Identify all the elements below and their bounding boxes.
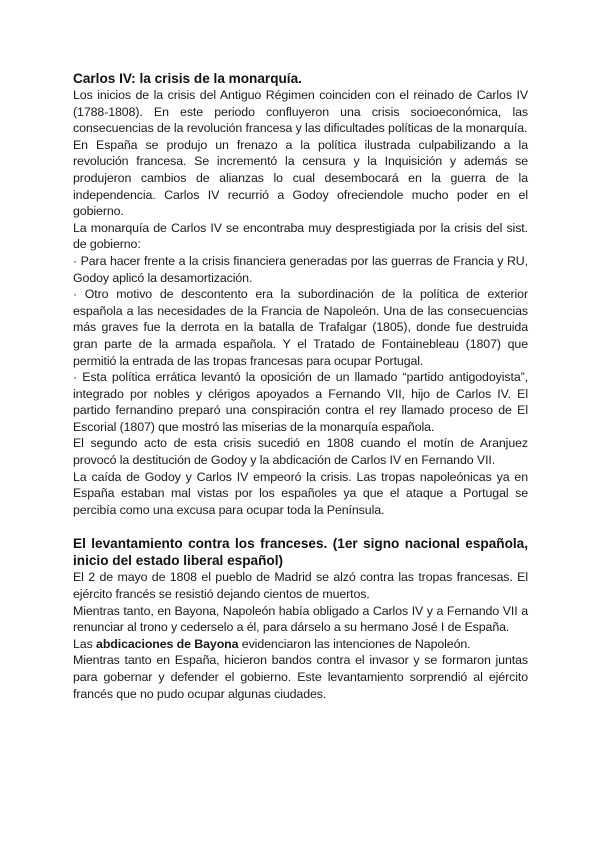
bayona-prefix: Las [73,636,97,651]
paragraph: La monarquía de Carlos IV se encontraba muy desprestigiada por la crisis del sist. de gobierno: [73,220,528,252]
paragraph: La caída de Godoy y Carlos IV empeoró la crisis. Las tropas napoleónicas ya en España estaban mal vistas por los españoles ya que el ataque a Portugal se percibía como una excusa para ocupar toda la Península. [73,469,528,517]
paragraph: Los inicios de la crisis del Antiguo Régimen coinciden con el reinado de Carlos IV (1788-1808). En este periodo confluyeron una crisis socioeconómica, las consecuencias de la revolución francesa y las dificultades políticas de la monarquía. [73,88,528,136]
paragraph: El segundo acto de esta crisis sucedió en 1808 cuando el motín de Aranjuez provocó la destitución de Godoy y la abdicación de Carlos IV en Fernando VII. [73,436,528,468]
bullet-paragraph: · Esta política errática levantó la oposición de un llamado “partido antigodoyista”, integrado por nobles y clérigos apoyados a Fernando VII, hijo de Carlos IV. El partido fernandino preparó una conspiración contra el rey llamado proceso de El Escorial (1807) que mostró las miserias de la monarquía española. [73,370,528,434]
paragraph: En España se produjo un frenazo a la política ilustrada culpabilizando a la revolución francesa. Se incrementó la censura y la Inquisición y además se produjeron cambios de alianzas lo cual desembocará en la guerra de la independencia. Carlos IV recurrió a Godoy ofreciendole mucho poder en el gobierno. [73,137,528,219]
paragraph-bayona [73,636,528,653]
bullet-paragraph: · Otro motivo de descontento era la subordinación de la política de exterior española a las necesidades de la Francia de Napoleón. Una de las consecuencias más graves fue la derrota en la batalla de Trafalgar (1805), donde fue destruida gran parte de la armada española. Y el Tratado de Fontainebleau (1807) que permitió la entrada de las tropas francesas para ocupar Portugal. [73,287,528,368]
bayona-bold-term: abdicaciones de Bayona [96,636,239,651]
paragraph: El 2 de mayo de 1808 el pueblo de Madrid se alzó contra las tropas francesas. El ejército francés se resistió dejando cientos de muertos. [73,570,528,602]
paragraph: Mientras tanto, en Bayona, Napoleón había obligado a Carlos IV y a Fernando VII a renunciar al trono y cederselo a él, para dárselo a su hermano José I de España. [73,603,528,635]
paragraph: Mientras tanto en España, hicieron bandos contra el invasor y se formaron juntas para gobernar y defender el gobierno. Este levantamiento sorprendió al ejército francés que no pudo ocupar algunas ciudades. [73,653,528,701]
bayona-suffix: evidenciaron las intenciones de Napoleón. [238,636,471,651]
bullet-paragraph: · Para hacer frente a la crisis financiera generadas por las guerras de Francia y RU, Godoy aplicó la desamortización. [73,253,528,285]
section-title-levantamiento: El levantamiento contra los franceses. (1er signo nacional española, inicio del estado liberal español) [73,536,528,569]
section-title-carlos-iv: Carlos IV: la crisis de la monarquía. [73,71,302,86]
